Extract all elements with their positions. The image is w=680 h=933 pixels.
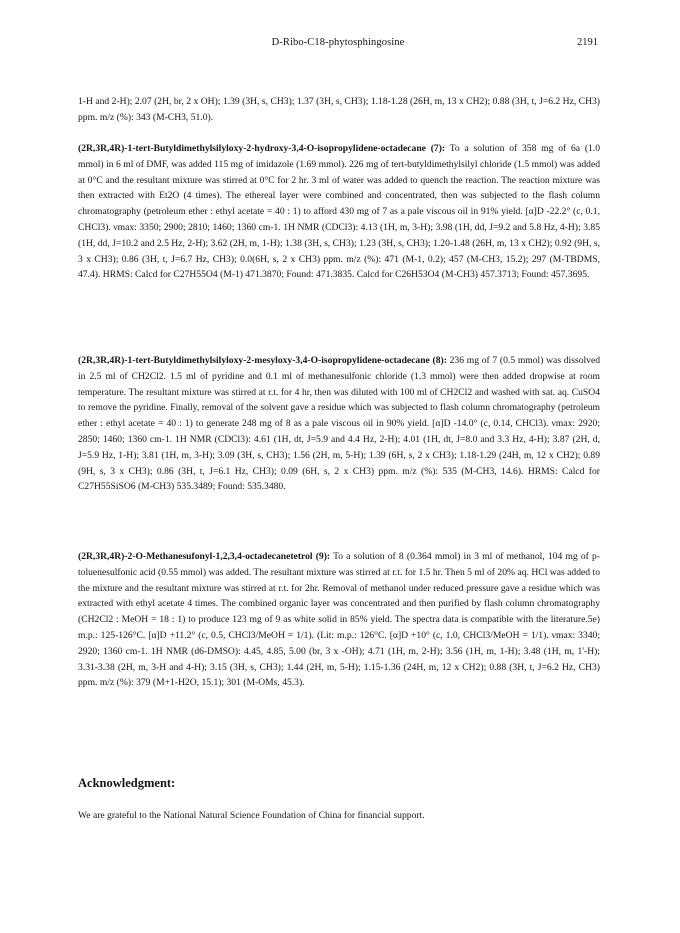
paragraph-body: 236 mg of 7 (0.5 mmol) was dissolved in 2.5 ml of CH2Cl2. 1.5 ml of pyridine and 0.1 ml of methanesulfonic chloride (1.3 mmol) were then added dropwise at room temperature. The resultant mixture was stirred at r.t. for 4 hr, then was diluted with 100 ml of CH2Cl2 and washed with sat. aq. CuSO4 to remove the pyridine. Finally, removal of the solvent gave a residue which was subjected to flash column chromatography (petroleum ether : ethyl acetate = 40 : 1) to generate 248 mg of 8 as a pale viscous oil in 90% yield. [α]D -14.0° (c, 0.14, CHCl3). νmax: 2920; 2850; 1460; 1360 cm-1. 1H NMR (CDCl3): 4.61 (1H, dt, J=5.9 and 4.4 Hz, 2-H); 4.01 (1H, dt, J=8.0 and 3.3 Hz, 4-H); 3.87 (2H, d, J=5.9 Hz, 1-H); 3.81 (1H, m, 3-H); 3.09 (3H, s, CH3); 1.56 (2H, m, 5-H); 1.39 (6H, s, 2 x CH3); 1.18-1.29 (24H, m, 12 x CH2); 0.89 (9H, s, 3 x CH3); 0.86 (3H, t, J=6.1 Hz, CH3); 0.09 (6H, s, 2 x CH3) ppm. m/z (%): 535 (M-CH3, 14.6). HRMS: Calcd for C27H55SiSO6 (M-CH3) 535.3489; Found: 535.3480. [78, 355, 601, 493]
paragraph-body: To a solution of 8 (0.364 mmol) in 3 ml of methanol, 104 mg of p-toluenesulfonic acid (0.55 mmol) was added. The resultant mixture was stirred at r.t. for 1.5 hr. Then 5 ml of 20% aq. HCl was added to the mixture and the resultant mixture was stirred at r.t. for 2hr. Removal of methanol under reduced pressure gave a residue which was extracted with ethyl acetate 4 times. The combined organic layer was concentrated and then purified by flash column chromatography (CH2Cl2 : MeOH = 18 : 1) to produce 123 mg of 9 as white solid in 85% yield. The spectra data is compatible with the literature.5e) m.p.: 125-126°C. [α]D +11.2° (c, 0.5, CHCl3/MeOH = 1/1). (Lit: m.p.: 126°C. [α]D +10° (c, 1.0, CHCl3/MeOH = 1/1). νmax: 3340; 2920; 1360 cm-1. 1H NMR (d6-DMSO): 4.45, 4.85, 5.00 (br, 3 x -OH); 4.71 (1H, m, 2-H); 3.56 (1H, m, 1-H); 3.48 (1H, m, 1'-H); 3.31-3.38 (2H, m, 3-H and 4-H); 3.15 (3H, s, CH3); 1.44 (2H, m, 5-H); 1.15-1.36 (24H, m, 12 x CH2); 0.88 (3H, t, J=6.2 Hz, CH3) ppm. m/z (%): 379 (M+1-H2O, 15.1); 301 (M-OMs, 45.3). [78, 551, 600, 689]
compound-7-procedure [78, 141, 600, 283]
acknowledgment-heading: Acknowledgment: [78, 776, 176, 790]
page-number: 2191 [577, 37, 598, 48]
spectra-continuation-paragraph [78, 94, 600, 126]
compound-title: (2R,3R,4R)-2-O-Methanesufonyl-1,2,3,4-octadecanetetrol (9): [78, 551, 331, 562]
compound-title: (2R,3R,4R)-1-tert-Butyldimethylsilyloxy-2-hydroxy-3,4-O-isopropylidene-octadecane (7): [78, 143, 446, 154]
compound-title: (2R,3R,4R)-1-tert-Butyldimethylsilyloxy-2-mesyloxy-3,4-O-isopropylidene-octadecane (8): [78, 355, 447, 366]
paragraph-body: To a solution of 358 mg of 6a (1.0 mmol) in 6 ml of DMF, was added 115 mg of imidazole (1.69 mmol). 226 mg of tert-butyldimethylsilyl chloride (1.5 mmol) was added at 0°C and the resultant mixture was stirred at 0°C for 2 hr. 3 ml of water was added to quench the reaction. The reaction mixture was then extracted with Et2O (4 times). The ethereal layer were combined and concentrated, then was subjected to the flash column chromatography (petroleum ether : ethyl acetate = 40 : 1) to afford 430 mg of 7 as a pale viscous oil in 91% yield. [α]D -22.2° (c, 0.1, CHCl3). νmax: 3350; 2900; 2810; 1460; 1360 cm-1. 1H NMR (CDCl3): 4.13 (1H, m, 3-H); 3.98 (1H, dd, J=9.2 and 5.8 Hz, 4-H); 3.85 (1H, dd, J=10.2 and 2.5 Hz, 2-H); 3.62 (2H, m, 1-H); 1.38 (3H, s, CH3); 1.23 (3H, s, CH3); 1.20-1.48 (26H, m, 13 x CH2); 0.92 (9H, s, 3 x CH3); 0.86 (3H, t, J=6.7 Hz, CH3); 0.0(6H, s, 2 x CH3) ppm. m/z (%): 471 (M-1, 0.2); 457 (M-CH3, 15.2); 297 (M-TBDMS, 47.4). HRMS: Calcd for C27H55O4 (M-1) 471.3870; Found: 471.3835. Calcd for C26H53O4 (M-CH3) 457.3713; Found: 457.3695. [78, 143, 601, 281]
running-header [78, 37, 598, 53]
compound-9-procedure [78, 549, 600, 691]
acknowledgment-body: We are grateful to the National Natural Science Foundation of China for financial support. [78, 810, 425, 821]
paragraph-body: 1-H and 2-H); 2.07 (2H, br, 2 x OH); 1.39 (3H, s, CH3); 1.37 (3H, s, CH3); 1.18-1.28 (26H, m, 13 x CH2); 0.88 (3H, t, J=6.2 Hz, CH3) ppm. m/z (%): 343 (M-CH3, 51.0). [78, 96, 600, 123]
running-title: D-Ribo-C18-phytosphingosine [271, 37, 405, 48]
compound-8-procedure [78, 353, 600, 495]
